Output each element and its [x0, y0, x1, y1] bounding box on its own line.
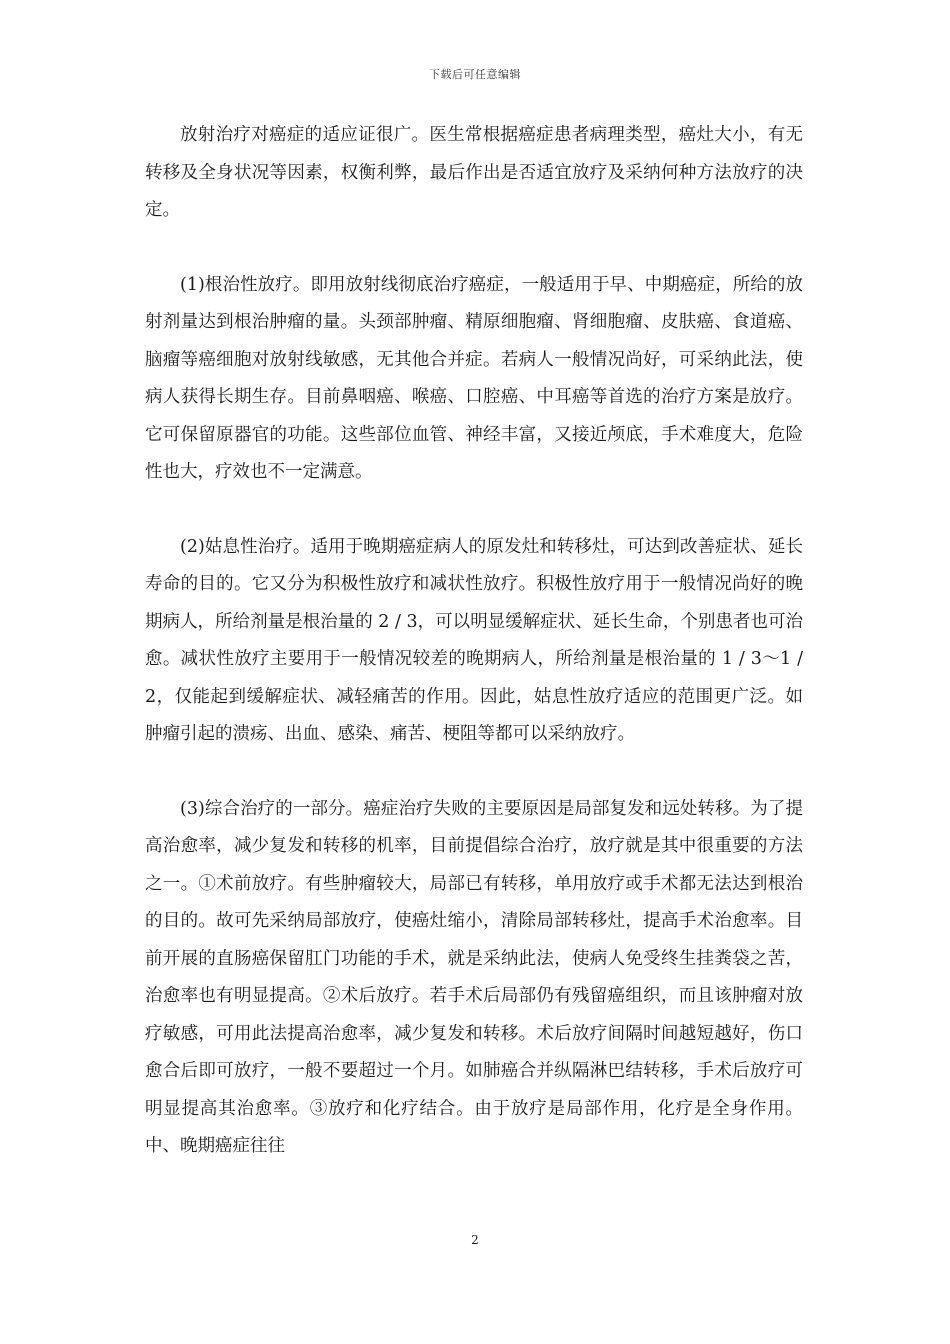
- document-body: [145, 117, 803, 1166]
- paragraph-gap: [145, 230, 803, 267]
- paragraph-radical-radiotherapy: (1)根治性放疗。即用放射线彻底治疗癌症，一般适用于早、中期癌症，所给的放射剂量达到根治肿瘤的量。头颈部肿瘤、精原细胞瘤、肾细胞瘤、皮肤癌、食道癌、脑瘤等癌细胞对放射线敏感，无其他合并症。若病人一般情况尚好，可采纳此法，使病人获得长期生存。目前鼻咽癌、喉癌、口腔癌、中耳癌等首选的治疗方案是放疗。它可保留原器官的功能。这些部位血管、神经丰富，又接近颅底，手术难度大，危险性也大，疗效也不一定满意。: [145, 274, 803, 482]
- paragraph-gap: [145, 492, 803, 529]
- paragraph-gap: [145, 754, 803, 791]
- paragraph-intro: 放射治疗对癌症的适应证很广。医生常根据癌症患者病理类型，癌灶大小，有无转移及全身状况等因素，权衡利弊，最后作出是否适宜放疗及采纳何种方法放疗的决定。: [145, 125, 803, 220]
- page-header-note: 下载后可任意编辑: [429, 68, 521, 81]
- paragraph-palliative-treatment: (2)姑息性治疗。适用于晚期癌症病人的原发灶和转移灶，可达到改善症状、延长寿命的目的。它又分为积极性放疗和减状性放疗。积极性放疗用于一般情况尚好的晚期病人，所给剂量是根治量的 2 / 3，可以明显缓解症状、延长生命，个别患者也可治愈。减状性放疗主要用于一般情况较差的晚期病人，所给剂量是根治量的 1 / 3～1 / 2，仅能起到缓解症状、减轻痛苦的作用。因此，姑息性放疗适应的范围更广泛。如肿瘤引起的溃疡、出血、感染、痛苦、梗阻等都可以采纳放疗。: [145, 536, 803, 744]
- page-number: 2: [471, 1233, 479, 1247]
- paragraph-combined-treatment: (3)综合治疗的一部分。癌症治疗失败的主要原因是局部复发和远处转移。为了提高治愈率，减少复发和转移的机率，目前提倡综合治疗，放疗就是其中很重要的方法之一。①术前放疗。有些肿瘤较大，局部已有转移，单用放疗或手术都无法达到根治的目的。故可先采纳局部放疗，使癌灶缩小，清除局部转移灶，提高手术治愈率。目前开展的直肠癌保留肛门功能的手术，就是采纳此法，使病人免受终生挂粪袋之苦，治愈率也有明显提高。②术后放疗。若手术后局部仍有残留癌组织，而且该肿瘤对放疗敏感，可用此法提高治愈率，减少复发和转移。术后放疗间隔时间越短越好，伤口愈合后即可放疗，一般不要超过一个月。如肺癌合并纵隔淋巴结转移，手术后放疗可明显提高其治愈率。③放疗和化疗结合。由于放疗是局部作用，化疗是全身作用。中、晚期癌症往往: [145, 798, 803, 1156]
